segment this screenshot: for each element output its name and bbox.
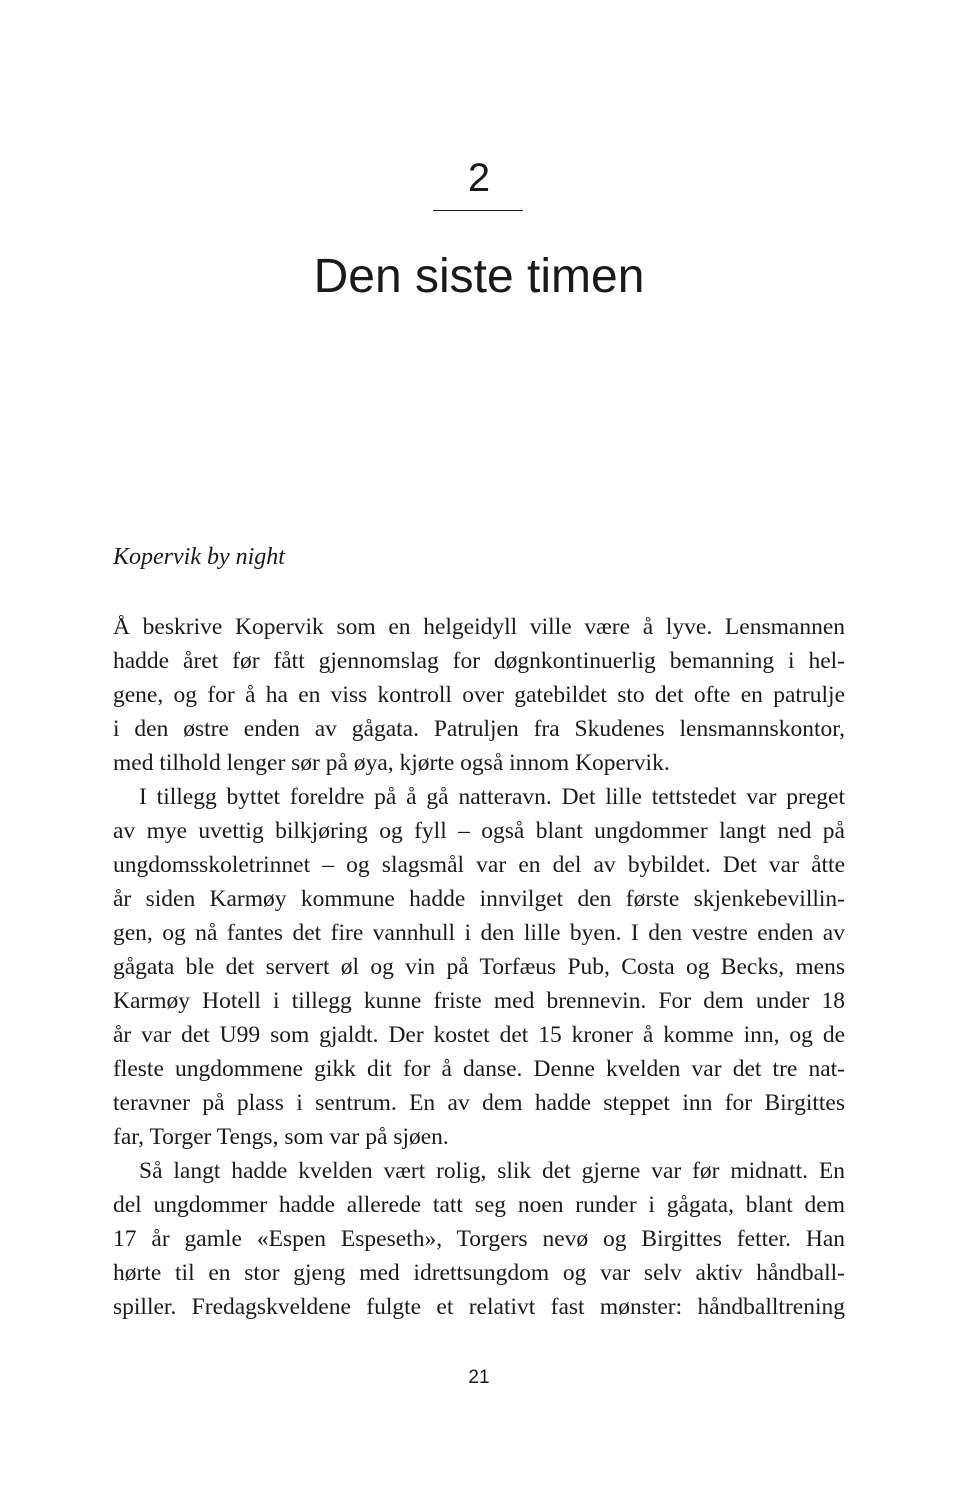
text-line: del ungdommer hadde allerede tatt seg noen runder i gågata, blant dem: [113, 1192, 845, 1218]
text-line: spiller. Fredagskveldene fulgte et relativt fast mønster: håndballtrening: [113, 1294, 845, 1320]
body-text: [113, 610, 845, 1324]
page-number: 21: [468, 1367, 490, 1388]
chapter-number: 2: [467, 156, 491, 200]
chapter-title: Den siste timen: [313, 250, 645, 303]
text-line: gågata ble det servert øl og vin på Torfæus Pub, Costa og Becks, mens: [113, 954, 845, 980]
text-line: av mye uvettig bilkjøring og fyll – også blant ungdommer langt ned på: [113, 818, 845, 844]
text-line: hadde året før fått gjennomslag for døgnkontinuerlig bemanning i hel-: [113, 648, 845, 674]
text-line: år var det U99 som gjaldt. Der kostet det 15 kroner å komme inn, og de: [113, 1022, 845, 1048]
chapter-divider: [433, 210, 523, 211]
text-line: Å beskrive Kopervik som en helgeidyll ville være å lyve. Lensmannen: [113, 614, 845, 640]
text-line: ungdomsskoletrinnet – og slagsmål var en del av bybildet. Det var åtte: [113, 852, 845, 878]
section-heading: Kopervik by night: [113, 544, 285, 570]
text-line: 17 år gamle «Espen Espeseth», Torgers nevø og Birgittes fetter. Han: [113, 1226, 845, 1252]
text-line: I tillegg byttet foreldre på å gå natteravn. Det lille tettstedet var preget: [139, 784, 845, 810]
text-line: Karmøy Hotell i tillegg kunne friste med brennevin. For dem under 18: [113, 988, 845, 1014]
text-line: gene, og for å ha en viss kontroll over gatebildet sto det ofte en patrulje: [113, 682, 845, 708]
text-line: hørte til en stor gjeng med idrettsungdom og var selv aktiv håndball-: [113, 1260, 845, 1286]
text-line: teravner på plass i sentrum. En av dem hadde steppet inn for Birgittes: [113, 1090, 845, 1116]
text-line: år siden Karmøy kommune hadde innvilget den første skjenkebevillin-: [113, 886, 845, 912]
text-line: far, Torger Tengs, som var på sjøen.: [113, 1124, 449, 1150]
text-line: Så langt hadde kvelden vært rolig, slik det gjerne var før midnatt. En: [139, 1158, 845, 1184]
text-line: gen, og nå fantes det fire vannhull i den lille byen. I den vestre enden av: [113, 920, 845, 946]
text-line: med tilhold lenger sør på øya, kjørte også innom Kopervik.: [113, 750, 670, 776]
text-line: fleste ungdommene gikk dit for å danse. Denne kvelden var det tre nat-: [113, 1056, 845, 1082]
text-line: i den østre enden av gågata. Patruljen fra Skudenes lensmannskontor,: [113, 716, 845, 742]
